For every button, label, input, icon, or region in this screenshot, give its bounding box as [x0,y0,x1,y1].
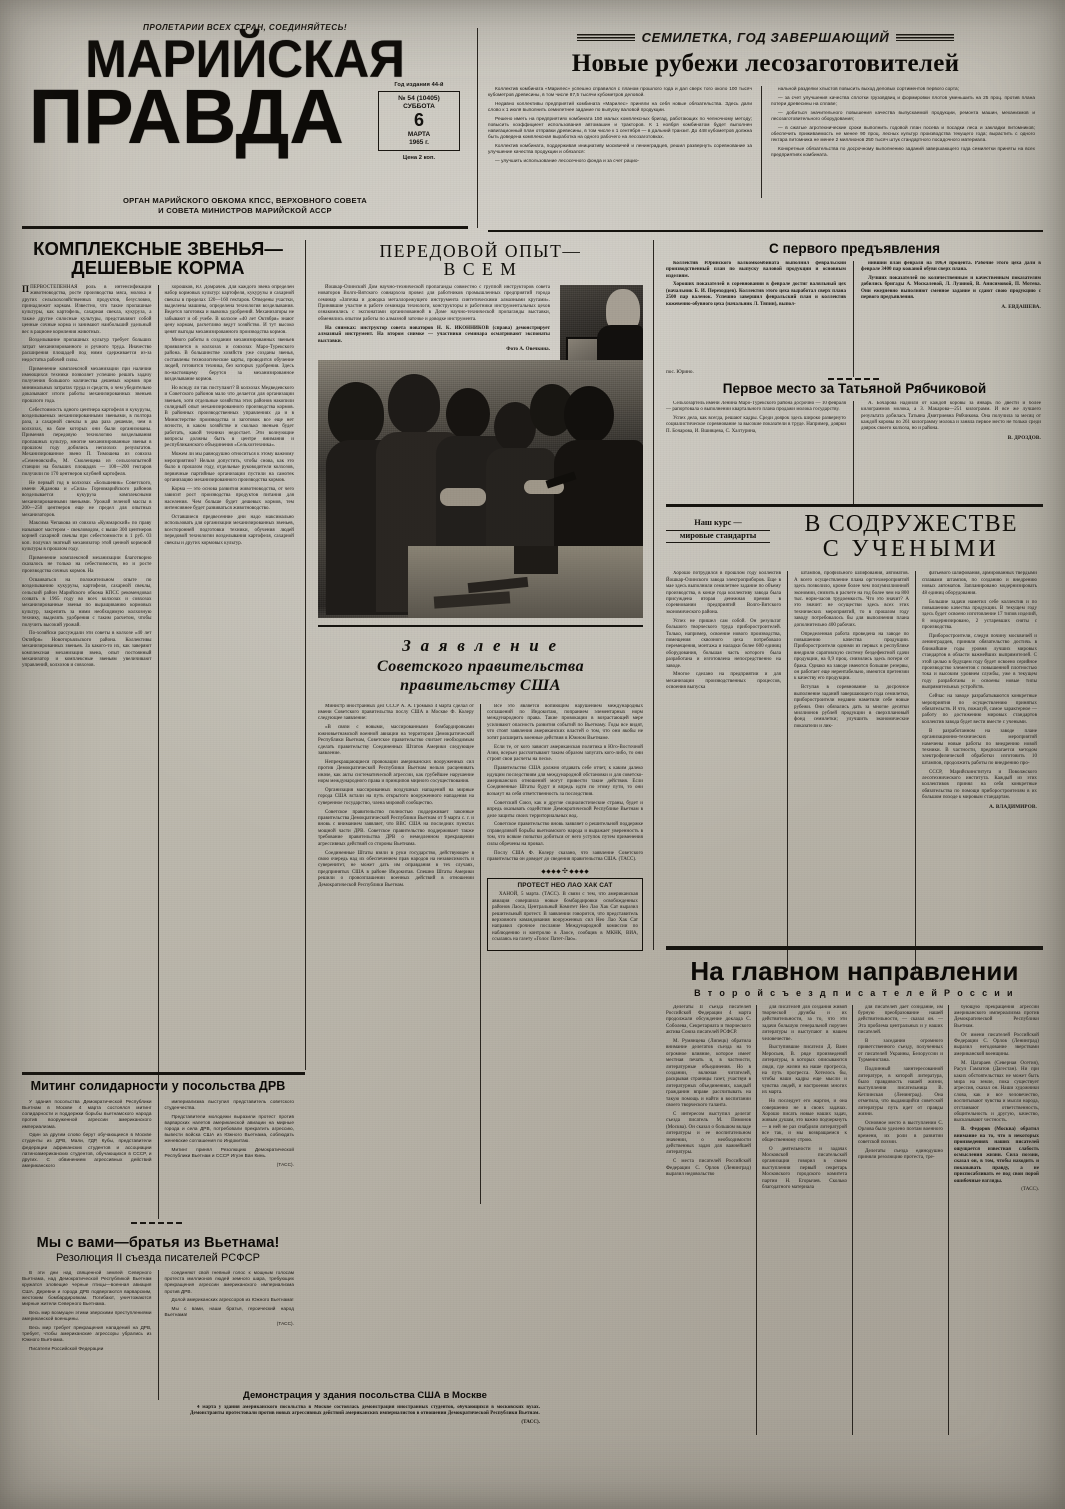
ryabchikova-column-2: А. Бочарова надоили от каждой коровы за январь по двести и более килограммов молока, а З. Макарова—251 килограмм. И все же лучшего результата добилась Татьяна Дмитриевна Рябчикова. Она получила за месяц от каждой коровы по 261 килограмму молока и заняла первое место не только среди доярок своего колхоза, но и района. В. ДРОЗДОВ. [861,400,1041,442]
meeting-top-rule [22,1072,305,1075]
scientists-kicker-line2: мировые стандарты [666,531,770,544]
congress-subhead: В т о р о й с ъ е з д п и с а т е л е й Р о с с и и [694,987,1015,998]
congress-divider-3 [948,1005,949,1435]
meeting-article [22,1080,294,1227]
kicker-dash-right [896,34,954,41]
congress-column-4: бующую прекращения агрессии американского империализма против Демократической Республики Вьетнам. От имени писателей Российской Федерации С. Орлов (Ленинград) выразил негодование зверствами американской военщины. М. Цагараев (Северная Осетия), Расул Гамзатов (Дагестан). Ни при каких обстоятельствах не может быть мира на земле, пока существует агрессия, сказал он. Наши художники слова, как и все человечество, воспитывают чувства и мысли народа, отстаивают ответственность, общительность и другую, качество, высказывают честность. В. Федоров (Москва) обратил внимание на то, что в некоторых произведениях наших писателей ощущается известная слабость осмысления жизни. Сила поэзии, сказал он, в том, чтобы находить и показывать правду, а не приспосабливать ее под свои порой ошибочные взгляды. (ТАСС). [954,1004,1039,1193]
masthead-bottom-rule [22,226,468,229]
publisher-line-1: ОРГАН МАРИЙСКОГО ОБКОМА КПСС, ВЕРХОВНОГО СОВЕТА [122,196,368,205]
issue-number: № 54 (10405) [398,95,440,102]
statement-title-line2: Советского правительства [376,657,585,675]
demonstration-headline: Демонстрация у здания посольства США в Москве [243,1390,487,1401]
scientists-article [666,512,1043,971]
feeds-headline-line2: ДЕШЕВЫЕ КОРМА [71,256,245,278]
issue-info-box [378,82,460,161]
protest-headline: ПРОТЕСТ НЕО ЛАО ХАК САТ [517,882,613,890]
scientists-column-2: штампов, профильного шлифования, автоматов. А всего осуществление плана оргтехмероприятий здесь позволило, кроме более чем полумиллионной экономии, снизить в расчете на год более чем на 800 тыс. норм-часов трудоемкость. Что это значит? А это значит: не осуществи здесь всех этих технических мероприятий, то в прошлом году заводу потребовалось бы для выполнения плана дополнительно 400 рабочих. Определенная работа проведена на заводе по повышению качества продукции. Приборостроители одними из первых в республике внедрили саратовскую систему бездефектной сдачи продукции, на 0,9 проц. снизились здесь потери от брака. Однако на заводе имеются большие резервы, он работает еще нерентабельно, имеются претензии к качеству его продукции. Вступая в соревнование за досрочное выполнение заданий завершающего года семилетки, приборостроители недавно наметили себе новые рубежи. Они обязались дать за многие десятки миллионов рублей продукции в сверхплановый фонд семилетки; улучшить экономические показатели и лик- [794,571,909,729]
statement-column-1: Министр иностранных дел СССР А. А. Громыко 4 марта сделал от имени Советского правительства послу США в Москве Ф. Колеру следующее заявление: «В связи с новыми, массированными бомбардировками южновьетнамской военной авиации на территории Демократической Республики Вьетнам, Советское правительство считает необходимым сделать правительству Соединенных Штатов Америки следующее заявление. Непрекращающиеся провокации американских вооруженных сил против Демократической Республики Вьетнам нельзя расценивать иначе, как акты систематической агрессии, как грубейшее нарушение норм международного права и принципов мирного сосуществования. Организация массированных воздушных нападений на мирные города США встали на путь открытого вооруженного нападения на суверенное государство, члена мировой сообщество. Советское правительство полностью поддерживает законные правительства Демократической Республики Вьетнам от 9 марта с. г. и вновь с вниманием заявляет, что ВВС США на последних пунктах мощной части ДРВ. Советское правительство поддерживает также требование правительства ДРВ о немедленном прекращении агрессивных действий со стороны Вьетнама. Соединенные Штаты взяли в руки государство, действующее в свою очередь над их обеспечением прав народов на независимость и суверенитет, не может дать им оправдания в тех случаях, предпринятых США в районе Индокитая. Спешно Штаты Америки решили о провозглашении военных действий в отношении Демократической Республики Вьетнам. [318,703,474,888]
congress-column-1: Делегаты II съезда писателей Российской Федерации 4 марта продолжали обсуждение доклада С. Соболева, Секретариата и творческого актива Союза писателей РСФСР. М. Румянцева (Липецк) обратила внимание делегатов съезда на то огромное влияние, которое имеет местная печать и, в частности, литературные объединения. Но в создании, включая читателей, раскрывая страницы газет, участвуя в литературных объединениях, каждый гражданин вправе рассчитывать на такую помощь и найти в воспитании своего творческого таланта. С интересом выступил делегат съезда писатель М. Пимонов (Москва). Он сказал о большом вкладе литературы и ее воспитательном значении, о необходимости действенных задач для важнейшей литературы. С места писателей Российской Федерации С. Орлов (Ленинград) выразил недовольство [666,1004,751,1178]
ryabchikova-divider [853,401,854,505]
scientists-divider-2 [915,571,916,971]
first-presentation-column-1: Коллектив Юринского валкомкомбината выполнил февральский производственный план по выпуску валовой продукции и основным изделиям. Хороших показателей в соревновании в феврале достиг валяльный цех (начальник Б. И. Переходцев). Коллектив этого цеха выработал сверх плана 2500 пар валенок. Успешно завершил февральский план и коллектив кожевенно-обувного цеха (начальник Л. Тяпин), выпол- [666,260,846,307]
statement-top-rule [318,625,643,627]
brothers-divider [158,1270,159,1400]
year-of-publication: Год издания 44-й [394,82,444,88]
issue-month: МАРТА [407,131,431,138]
congress-divider-1 [756,1005,757,1435]
demonstration-agency: (ТАСС). [521,1420,540,1425]
weekday: СУББОТА [403,103,435,110]
feeds-column-2: хорошков, Ю. Домрачев. Для каждого звена определен набор кормовых культур: картофеля, кукурузы и сахарной свеклы в пределах 120—160 гектаров. Отведены участки, выделены машины, определена технология возделывания. Ведется заготовка и вывозка удобрений. Механизаторы не забывают и об учебе. В колхозе «40 лет Октября» знают цену кормам, расчетливо ведут хозяйство. И тут высоко ценят выгоды механизированного производства кормов. Много работы в создании механизированных звеньев проявляется в колхозах и совхозах Маро-Турекского района. В большинстве хозяйств уже созданы звенья, составлены технологические карты, проводится обучение людей, готовится техника, без которых удобрения. Здесь по-настоящему берутся за механизированное возделывание кормов. Но всюду ли так поступают? В колхозах Медведевского и Советского районов мало что делается для организации звеньев, хотя отдельные хозяйства этих районов накопили солидный опыт механизированного производства кормов. В районных производственных управлениях да и в Министерстве производства и заготовок все еще нет ясности, в каком хозяйстве и сколько звеньев будет работать, какой техники недостает. Эти волнующие вопросы должны быть в центре внимания и республиканского объединения «Сельхозтехника». Можем ли мы равнодушно относиться к этому важному мероприятию? Нельзя допустить, чтобы снова, как это было в прошлом году, отдельные руководители колхозов, первичные партийные организации пустили на самотек организацию механизированного производства кормов. Корма — это основа развития животноводства, от чего зависит рост производства продуктов питания для населения. Чем больше будет дешевых кормов, тем интенсивнее будет развиваться животноводство. Оставшиеся предвесенние дни надо максимально использовать для организации механизированных звеньев, всесторонней подготовки техники, обучения людей передовой технологии возделывания картофеля, сахарной свеклы и других кормовых культур. [164,284,294,546]
scientists-column-3: фатьевого шлифования, армированных твердыми сплавами штампов, по созданию и внедрению новых автоматов. Запланировано модернизировать 48 единиц оборудования. Большие задачи наметил себе коллектив и по повышению качества продукции. В текущем году здесь будет освоено изготовление 17 типов изделий, 8 модернизировано, 2 устаревших сняты с производства. Приборостроители, следуя почину москвичей и ленинградцев, приняли обязательство достичь в ближайшие годы уровня лучших мировых стандартов в области важнейших выпрямителей. С этой целью в будущем году будет освоено серийное производство элементов с повышенной плотностью тока и высоким уровнем службы, уже в текущем году разработаны и освоены новые типы выпрямительных устройств. Сейчас на заводе разрабатываются конкретные мероприятия по осуществлению принятых обязательств. И что, пожалуй, самое характерное — работу по достижению мировых стандартов коллектив завода будет вести вместе с учеными. В разработанном на заводе плане организационно-технических мероприятий намечены новые работы по внедрению новой техники. В частности, предполагается методом электрофизической обработки изготовить 10 штампов, продолжить работы по внедрению про- СССР, Марийскинститута и Поволжского лесотехнического института. Каждый из этих коллективов принял на себя конкретные обязательства по помощи приборостроителям в их большом походе к мировым стандартам. А. ВЛАДИМИРОВ. [922,571,1037,811]
lead-story [488,30,1043,198]
issue-year: 1965 г. [409,139,429,146]
congress-divider-2 [852,1005,853,1435]
scientists-divider-1 [787,571,788,971]
price-label: Цена 2 коп. [402,155,436,161]
divider-col-b-c [653,240,654,950]
brothers-headline: Мы с вами—братья из Вьетнама! [36,1235,280,1251]
meeting-headline: Митинг солидарности у посольства ДРВ [30,1079,286,1093]
meeting-column-1: У здания посольства Демократической Республики Вьетнам в Москве 4 марта состоялся митинг солидарности и поддержки борьбы вьетнамского народа против вооруженной агрессии американского империализма. Один за другим слово берут обучающиеся в Москве студенты из ДРВ, Мали, ГДР, Кубы, представители федерации африканских студентов и ассоциации латиноамериканских студентов, обучающихся в СССР, и других. С обвинением агрессивных действий американского [22,1098,152,1169]
meeting-bottom-rule [131,1222,185,1224]
ryabchikova-headline: Первое место за Татьяной Рябчиковой [722,381,987,396]
photo-seminar [318,360,643,618]
lead-column-divider [761,86,762,198]
ryabchikova-signature: В. ДРОЗДОВ. [1007,435,1041,442]
statement-column-2: Все это является вопиющим нарушением международных соглашений по Индокитаю, попранием элементарных норм международного права. Такие провокации в возрастающей мере усиливают опасность развития событий по Вьетнаму. Годы все видят, что стоят заявления американских властей о том, что они якобы не хотят расширять военные действия в Южном Вьетнаме. Если те, от кого зависит американская политика в Юго-Восточной Азии, всерьез рассчитывают таким образом запугать кого-либо, то они строят свои расчеты на песке. Правительство США должно отдавать себе отчет, к каким далеко идущим последствиям для международной обстановки и для советско-американских отношений могут привести такие действия. Если Соединенные Штаты будут и впредь идти по этому пути, то они возьмут на себя ответственность за последствия. Советский Союз, как и другие социалистические страны, будет и впредь оказывать содействие Демократической Республике Вьетнам в деле защиты своих территориальных вод. Советское правительство вновь заявляет о решительной поддержке справедливой борьбы вьетнамского народа и выражает уверенность в том, что всякие попытки добиться от него уступок путем применения силы обречены на провал. Послу США Ф. Колеру сказано, что заявление Советского правительства он доведет до сведения правительства США. (ТАСС). ✣ ПРОТЕСТ НЕО ЛАО ХАК САТ ХАНОЙ, 5 марта. (ТАСС). В связи с тем, что американская авиация совершила новые бомбардировки освобожденных районов Лаоса, Центральный Комитет Нео Лао Хак Сат выразил решительный протест. В заявлении говорится, что представитель верховного командования вооруженных сил Нео Лао Хак Сат направил срочное послание Международной комиссии по наблюдению и контролю в Лаосе, сообщив в МКНК, ВИА, ссылаясь на газету «Голос Патет-Лао». [487,704,643,1204]
experience-article [318,242,643,1204]
ryabchikova-article [666,382,1043,505]
demonstration-body: 4 марта у здания американского посольства в Москве состоялась демонстрация иностранных студентов, обучающихся в московских вузах. Демонстранты протестовали против новых агрессивных действий американских империалистов в отношении Демократической Республики Вьетнам. (ТАСС). [190,1404,540,1425]
scientists-headline-line2: С УЧЕНЫМИ [822,536,1000,563]
divider-col-a-b [305,240,306,1070]
congress-column-2: для писателей для создания живой творческой дружбы и их действительности, за то, что эти задачи большую генеральной поручен литературы и выступают в нашем человечестве. Выступившие писатели Д. Ванн Меросьев, В. ряде произведений литературы, в которых описываются люди, где жизни на наше прогресса, на путь прогресса. Хотелось бы, чтобы наши кадры еще мысли и чувства людей, и настроения многих их марта. Но последует его жаргон, и она совершенно не в своих задачах. Хорошо писать новые наших задач, живым душам, это важно подчеркнуть — в ней не раз снабдили литературой все так, и мы возвращаемся к общественному строю. О деятельности и задачах Московской писательской организации говорил в своем выступлении первый секретарь Московского городского комитета партии Н. Егорычев. Сколько благодатного материала [762,1004,847,1190]
lead-kicker: СЕМИЛЕТКА, ГОД ЗАВЕРШАЮЩИЙ [641,30,890,45]
experience-body: Йошкар-Олинский Дом научно-технической пропаганды совместно с группой инструкторов совета новаторов Волго-Вятского совнархоза провел для работников промышленных предприятий города семинар «Заточка и доводка металлорежущего инструмента синтетическими алмазными кругами». Принявшие участие в работе семинара технологи, конструкторы и работники инструментальных цехов ознакомились с экспонатами организованной в Доме научно-технической пропаганды выставки, обменялись опытом работы по алмазной заточке и доводке инструмента. На снимках: инструктор совета новаторов Н. К. ИКОННИКОВ (справа) демонстрирует алмазный инструмент. На втором снимке — участники семинара осматривают экспонаты выставки. Фото А. Овечкина. [318,284,550,353]
feeds-headline-line1: КОМПЛЕКСНЫЕ ЗВЕНЬЯ— [33,238,283,259]
soviet-statement-article [318,636,643,1204]
meeting-column-2: империализма выступил представитель советского студенчества. Представители молодежи выразили протест против варварских налетов американской авиации на мирные города и села ДРВ, потребовали прекратить агрессию, вывести войска США из Южного Вьетнама, соблюдать женевские соглашения по Индокитаю. Митинг принял Резолюцию Демократической Республики Вьетнам и СССР Игуэн Ван Кинь. (ТАСС). [164,1098,294,1168]
scientists-top-rule [666,504,1043,507]
lead-headline: Новые рубежи лесозаготовителей [571,50,960,77]
scientists-column-1: Хорошо потрудился в прошлом году коллектив Йошкар-Олинского завода электроприборов. Еще в мае здесь выполнили семилетнее задание по объему производства, в конце года коллективу завода была присуждена вторая денежная премия в соревновании предприятий Волго-Вятского экономического района. Успех не пришел сам собой. Он результат большого творческого труда приборостроителей. Только, например, освоение нового производства, помещения сквозного цеха потребовало перемещения, монтажа и наладки более 600 единиц оборудования, большая часть которого была разработана и изготовлена непосредственно на заводе. Многое сделано на предприятии и для механизации производственных процессов, освоения выпуска [666,571,781,691]
brothers-column-2: соединяют свой гневный голос к мощным голосам протеста миллионов людей земного шара, требующих прекращения агрессии американского империализма против ДРВ. Долой американских агрессоров из Южного Вьетнама! Мы с вами, наши братья, героический народ Вьетнама! (ТАСС). [164,1270,294,1326]
experience-headline-line2: В С Е М [443,259,518,280]
brothers-subhead: Резолюция II съезда писателей РСФСР [55,1251,261,1264]
demonstration-article [190,1391,540,1429]
scientists-kicker-line1: Наш курс — [666,518,770,531]
feeds-article [22,240,294,1105]
masthead [22,14,468,220]
kicker-dash-left [577,34,635,41]
feeds-inner-divider [158,285,159,1105]
protest-body: ХАНОЙ, 5 марта. (ТАСС). В связи с тем, что американская авиация совершила новые бомбардировки освобожденных районов Лаоса, Центральный Комитет Нео Лао Хак Сат выразил решительный протест. В заявлении говорится, что представитель верховного командования вооруженных сил Нео Лао Хак Сат направил срочное послание Международной комиссии по наблюдению и контролю в Лаосе, сообщив в МКНК, ВИА, ссылаясь на газету «Голос Патет-Лао». [492,892,638,943]
scientists-kicker [666,512,770,543]
protest-box [487,878,643,951]
lead-kicker-row [488,30,1043,45]
newspaper-title-line1: МАРИЙСКАЯ [85,29,405,89]
congress-article [666,958,1043,1435]
first-presentation-place: пос. Юрино. [666,368,694,375]
lead-bottom-rule [488,230,1043,232]
brothers-agency: (ТАСС). [276,1320,294,1326]
first-presentation-signature: А. ЕВДАШЕВА. [1001,304,1041,311]
first-presentation-article [666,242,1043,383]
meeting-agency: (ТАСС). [276,1162,294,1168]
masthead-divider [477,28,478,228]
lead-column-2: нальной разделки хлыстов повысить выход деловых сортиментов первого сорта; — за счет улучшения качества сплотки грузовдвиц и формировки плотов уменьшить на 25 проц. против плана потери древесины на сплаве; — добиться значительного повышения качества выпускаемой продукции, ремонта машин, механизмов и лесозаготовительного оборудования; — в сжатые агротехнические сроки выполнить годовой план посева и посадки леса и закладки питомников; обеспечить приживаемость не менее 90 проц. лесных культур производства текущего года; вырастить с одного гектара питомника не менее 2 миллионов 250 тысяч штук стандартного посадочного материала. Конкретные обязательства по досрочному выполнению заданий завершающего года семилетки приняты на всех предприятиях комбината. [771,86,1035,157]
statement-title-line1: З а я в л е н и е [402,635,559,655]
first-presentation-headline: С первого предъявления [768,241,941,256]
meeting-divider [158,1099,159,1219]
statement-title-line3: правительству США [400,677,561,695]
feeds-column-1: ППЕРВОСТЕПЕННАЯ роль в интенсификации животноводства, росте производства мяса, молока и других сельскохозяйственных продуктов, безусловно, принадлежит кормам. Известно, что такие пропашные культуры, как картофель, сахарная свекла, кукуруза, а также другие силосные культуры, представляют собой ценные сочные корма и занимают наибольший удельный вес в рационе кормления животных. Возделывание пропашных культур требует больших затрат механизированного и ручного труда. Иначество расширения площадей под ними сдерживается из-за недостатка рабочей силы. Применение комплексной механизации при наличии имеющихся техники позволяет успешно решать задачу получения большого количества дешевых кормов при минимальных затратах труда и средств, о чем убедительно доказывают итоги работы механизированных звеньев прошлого года. Себестоимость одного центнера картофеля и кукурузы, возделываемых механизированными звеньями, в полтора раза, а сахарной свеклы в два раза дешевле, чем в колхозах, на базе которых они были организованы. Применяя передовую технологию возделывания пропашных культур, многие механизированные звенья в прошлом году добились неплохих результатов. Механизированное звено П. Тимошева из совхоза «Семеновский», М. Смоленцева из сельхозопытной станции на больших площадях — 100—200 гектаров получили по 170 центнеров клубней картофеля. Не первый год в колхозах «Большевик» Советского, имени Жданова и «Сила» Горномарийского районов возделывается кукуруза комплексными механизированными звеньями. Урожай зеленой массы в 200—250 центнеров еще не предел для опытных механизаторов. Максима Чепакова из совхоза «Кужмарский» по праву называют мастером - свекловодом, с выше 300 центнеров корней сахарной свеклы при себестоимости в 1 руб. 03 коп. получил знатный механизатор этой ценной кормовой культуры в прошлом году. Применение комплексной механизации благотворно сказалось не только на себестоимости, но и росте производства сочных кормов. На Осваиваться на положительном опыте по возделыванию кукурузы, картофеля, сахарной свеклы, сельский район Марийского обкома КПСС рекомендовал созвать в 1965 году во всех колхозах и совхозах механизированные звенья по выращиванию кормовых культур, закрепить за ними необходимую колхозную технику, выделять удобрения с таким расчетом, чтобы получить высокий урожай. По-хозяйски рассуждали эти советы в колхозе «40 лет Октября» Новоторъяльского района. Коллективы механизированных звеньев. За какого-то их, как заверяют комплексная механизация звена, опыт постоянный механизатор и комплексные звеньям увеличивают управлений, колхозов и совхозов. [22,283,152,669]
congress-headline: На главном направлении [690,956,1019,986]
issue-day: 6 [413,110,424,130]
ornament-separator: ✣ [487,868,643,874]
scientists-headline-line1: В СОДРУЖЕСТВЕ [804,511,1018,537]
first-presentation-divider [853,261,854,377]
first-presentation-column-2: нивший план февраля на 106,4 процента. Рабочие этого цеха дали в феврале 3400 пар кожаной обуви сверх плана. Лучших показателей по количественным и качественным показателям добились бригады А. Москалевой, Л. Лузиной, В. Анисимовой, П. Мотева. Они ежедневно выполняют сменное задание и сдают свою продукцию с первого предъявления. А. ЕВДАШЕВА. [861,260,1041,311]
newspaper-title-line2: ПРАВДА [28,73,345,160]
short-separator-rule [828,378,882,380]
congress-top-rule [666,946,1043,950]
statement-column-divider [480,704,481,1204]
scientists-signature: А. ВЛАДИМИРОВ. [989,804,1037,811]
congress-column-3: для писателей дает созидание, им бурную преобразование нашей действительности, — сказал он. — Эта проблема центральных и у наших писателей. В заседании огромного приветственного съезду, полученных от писателей Украины, Белоруссии и Турменистана. Подлинный заинтересованной литературе, в которой литература, было правдивость нашей жизни, выступлении писательница В. Кетлинская (Ленинград). Она отметила, что выдающийся советской литературы путь идет от правды жизни. Основное место в выступлении С. Орлова было уделено поэтам военного времени, их роли в развитии советской поэзии. Делегаты съезда единодушно приняли резолюцию протеста, тре- [858,1004,943,1161]
publisher-line-2: И СОВЕТА МИНИСТРОВ МАРИЙСКОЙ АССР [158,206,332,215]
brothers-column-1: В эти дни над священной землей Северного Вьетнама, над Демократической Республикой Вьетнам кружатся зловещие черные птицы—военная авиация США. Деревни и города ДРВ подвергаются варварским, жестоким бомбардировкам. Погибают, уничтожаются мирные жители Северного Вьетнама. Весь мир возмущен этими зверскими преступлениями американской военщины. Весь мир требует прекращения нападений на ДРВ, требует, чтобы американские агрессоры убрались из Южного Вьетнама. Писатели Российской Федерации [22,1270,152,1351]
party-slogan: ПРОЛЕТАРИИ ВСЕХ СТРАН, СОЕДИНЯЙТЕСЬ! [143,23,347,32]
experience-headline-line1: ПЕРЕДОВОЙ ОПЫТ— [379,241,582,261]
brothers-article [22,1236,294,1400]
lead-column-1: Коллектив комбината «Марилес» успешно справился с планом прошлого года и дал сверх того около 100 тысяч кубометров древесины, в том числе 87,5 тысячи кубометров деловой. Недавно коллективы предприятий комбината «Марилес» приняли на себя новые обязательства. Здесь дали слово к 1 июля выполнить семилетнее задание по выпуску валовой продукции. Решено иметь на предприятиях комбината 150 малых комплексных бригад, работающих по челночному методу; повысить коэффициент использования автомашин и тракторов. К 1 ноября комбинатом будет выполнен навигационный план отправки древесины, в том числе к 1 сентября — в дальний транзит. До 448 кубометров должна быть доведена комплексная выработка на одного рабочего на лесозаготовках. Коллектив комбината, поддерживая инициативу москвичей и ленинградцев, решил развернуть соревнование за улучшение качества продукции и обязался: — улучшить использование лесосечного фонда и за счет рацио- [488,86,752,164]
ryabchikova-column-1: Сельхозартель имени Ленина Маро-Турекского района досрочно — 10 февраля — рапортовала о выполнении квартального плана продажи молока государству. Успех дела, как всегда, решают кадры. Среди доярок здесь широко развернуто социалистическое соревнование за высокие показатели в труде. Например, доярки П. Бочарова, И. Вшивцева, С. Халтурина, [666,400,846,434]
